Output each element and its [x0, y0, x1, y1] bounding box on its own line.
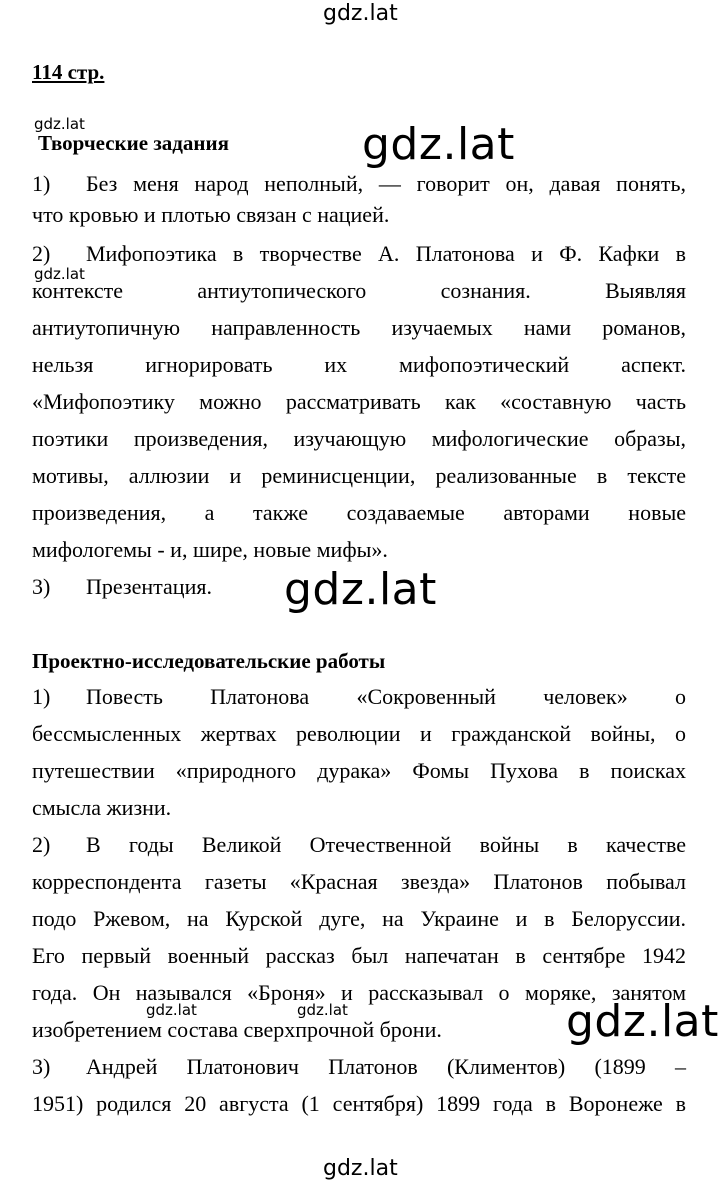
s1-item2-line2: контексте антиутопического сознания. Выявляя	[32, 278, 686, 303]
s2-item3-line1: 3) Андрей Платонович Платонов (Климентов) (1899 –	[32, 1054, 686, 1079]
s2-item2-line3: подо Ржевом, на Курской дуге, на Украине и в Белоруссии.	[32, 906, 686, 931]
s1-item1-line1: 1) Без меня народ неполный, — говорит он, давая понять,	[32, 171, 686, 196]
page-label: 114 стр.	[32, 60, 105, 84]
s1-item2-line6: поэтики произведения, изучающую мифологические образы,	[32, 426, 686, 451]
s1-item2-line5: «Мифопоэтику можно рассматривать как «составную часть	[32, 389, 686, 414]
item-number: 1)	[32, 684, 51, 709]
watermark-small-2: gdz.lat	[34, 265, 85, 283]
watermark-small-1: gdz.lat	[34, 115, 85, 133]
item-number: 2)	[32, 241, 51, 266]
s1-item2-line7: мотивы, аллюзии и реминисценции, реализованные в тексте	[32, 463, 686, 488]
watermark-top: gdz.lat	[323, 1, 398, 26]
watermark-bottom: gdz.lat	[323, 1156, 398, 1181]
section-title-research: Проектно-исследовательские работы	[32, 649, 386, 673]
s1-item1-line2: что кровью и плотью связан с нацией.	[32, 202, 390, 227]
watermark-large-3: gdz.lat	[566, 996, 719, 1047]
s2-item3-line2: 1951) родился 20 августа (1 сентября) 1899 года в Воронеже в	[32, 1091, 686, 1116]
s1-item2-line9: мифологемы - и, шире, новые мифы».	[32, 537, 388, 562]
s1-item2-line1: 2) Мифопоэтика в творчестве А. Платонова и Ф. Кафки в	[32, 241, 686, 266]
item-number: 1)	[32, 171, 51, 196]
s1-item3-line1: 3) Презентация.	[32, 574, 212, 599]
s2-item2-line6: изобретением состава сверхпрочной брони.	[32, 1017, 442, 1042]
s1-item2-line4: нельзя игнорировать их мифопоэтический аспект.	[32, 352, 686, 377]
section-title-creative: Творческие задания	[38, 131, 229, 155]
s1-item2-line8: произведения, а также создаваемые авторами новые	[32, 500, 686, 525]
s2-item1-line4: смысла жизни.	[32, 795, 172, 820]
s2-item2-line2: корреспондента газеты «Красная звезда» Платонов побывал	[32, 869, 686, 894]
s2-item2-line4: Его первый военный рассказ был напечатан в сентябре 1942	[32, 943, 686, 968]
watermark-small-4: gdz.lat	[297, 1001, 348, 1019]
item-number: 3)	[32, 1054, 51, 1079]
s2-item1-line3: путешествии «природного дурака» Фомы Пухова в поисках	[32, 758, 686, 783]
s2-item2-line5: года. Он назывался «Броня» и рассказывал о моряке, занятом	[32, 980, 686, 1005]
watermark-small-3: gdz.lat	[146, 1001, 197, 1019]
watermark-large-2: gdz.lat	[284, 564, 437, 615]
watermark-large-1: gdz.lat	[362, 119, 515, 170]
item-number: 2)	[32, 832, 51, 857]
s2-item2-line1: 2) В годы Великой Отечественной войны в качестве	[32, 832, 686, 857]
item-number: 3)	[32, 574, 51, 599]
s1-item2-line3: антиутопичную направленность изучаемых нами романов,	[32, 315, 686, 340]
s2-item1-line2: бессмысленных жертвах революции и гражданской войны, о	[32, 721, 686, 746]
s2-item1-line1: 1) Повесть Платонова «Сокровенный человек» о	[32, 684, 686, 709]
